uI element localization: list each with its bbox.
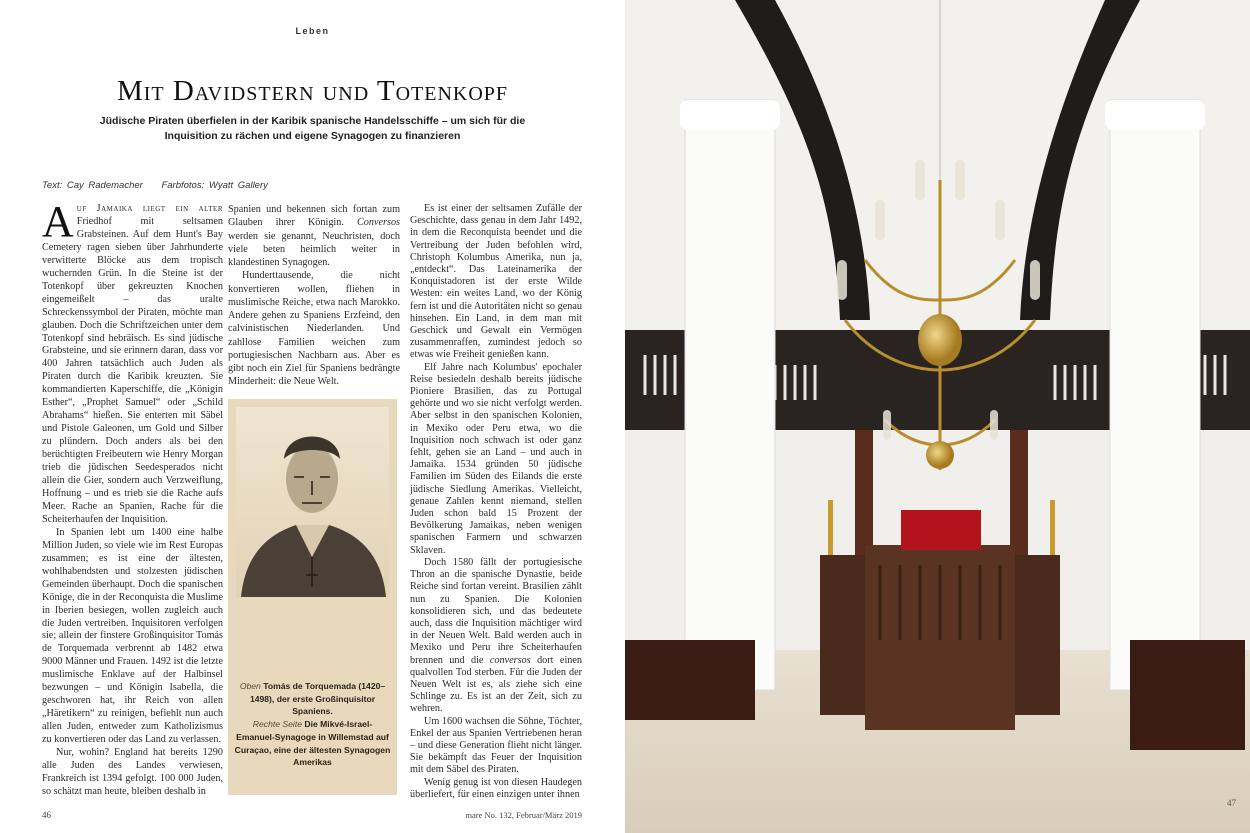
figure-caption bbox=[234, 680, 391, 769]
paragraph: Friedhof mit seltsamen Grabsteinen. Auf dem Hunt's Bay Cemetery ragen sieben über Jahrhunderte verwitterte Blöcke aus dem tropisch wuchernden Grün. In die Steine ist der Totenkopf über gekreuzten Knochen eingemeißelt – das uralte Schreckenssymbol der Piraten, möchte man glauben. Doch die Schriftzeichen unter dem Totenkopf sind hebräisch. Es sind jüdische Grabsteine, und sie erinnern daran, dass vor 400 Jahren tatsächlich auch Juden als Piraten durch die Karibik kreuzten. Sie kommandierten Kaperschiffe, die „Königin Esther“, „Prophet Samuel“ oder „Schild Abrahams“ hießen. Sie enterten mit Säbel und Pistole Galeonen, um Gold und Silber zu plündern. Doch anders als bei den berüchtigten Freibeutern wie Henry Morgan trieb die jüdischen Seedesperados nicht allein die Gier, sondern auch Verzweiflung, Hoffnung – und es trieb sie die Rache aufs Meer. Rache an Spanien, Rache für die Scheiterhaufen der Inquisition. bbox=[42, 215, 223, 525]
torquemada-portrait-image bbox=[236, 407, 389, 597]
emphasis: Conversos bbox=[356, 217, 400, 229]
page-number-left: 46 bbox=[42, 810, 51, 820]
caption-text: Tomás de Torquemada (1420–1498), der erste Großinquisitor Spaniens. bbox=[249, 681, 386, 717]
emphasis: conversos bbox=[489, 654, 531, 666]
paragraph: Nur, wohin? England hat bereits 1290 alle Juden des Landes verwiesen, Frankreich ist 1394 gefolgt. 100 000 Juden, so schätzt man heute, bleiben deshalb in bbox=[42, 747, 223, 797]
paragraph bbox=[228, 203, 400, 269]
text: Spanien und bekennen sich fortan zum Glauben ihrer Königin. bbox=[228, 204, 400, 229]
text: werden sie genannt, Neuchristen, doch viele beten heimlich weiter in klandestinen Synagogen. bbox=[228, 230, 400, 268]
photo-credit: Farbfotos: Wyatt Gallery bbox=[161, 180, 268, 191]
folio: mare No. 132, Februar/März 2019 bbox=[465, 810, 582, 820]
paragraph bbox=[410, 557, 582, 716]
text: dort einen qualvollen Tod sterben. Für die Juden der Neuen Welt ist es, als ziehe sich eine Schlinge zu. Es ist an der Zeit, sich zu wehren. bbox=[410, 654, 582, 715]
credits bbox=[42, 180, 282, 192]
section-label: Leben bbox=[295, 26, 330, 36]
synagogue-photo bbox=[625, 0, 1250, 833]
author-credit: Text: Cay Rademacher bbox=[42, 180, 143, 191]
caption-label: Oben bbox=[239, 681, 261, 692]
text-column-2 bbox=[228, 203, 400, 795]
article-title: Mit Davidstern und Totenkopf bbox=[116, 75, 509, 107]
paragraph: Elf Jahre nach Kolumbus' epochaler Reise besiedeln deshalb bereits jüdische Pioniere Brasilien, das zu Portugal gehörte und wo sie nicht verfolgt werden. Aber selbst in den spanischen Kolonien, in Mexiko oder Peru etwa, wo die Inquisition noch schwach ist oder ganz fehlt, gehen sie an Land – und auch in Jamaika. 1534 gründen 50 jüdische Familien im Süden des Eilands die erste jüdische Siedlung Amerikas. Vielleicht, genaue Zahlen kennt niemand, stellen Juden schon bald 15 Prozent der Bevölkerung Jamaikas, neben wenigen spanischen Farmern und schwarzen Sklaven. bbox=[410, 361, 582, 556]
paragraph: Wenig genug ist von diesen Haudegen überliefert, für einen einzigen unter ihnen bbox=[410, 776, 582, 800]
synagogue-interior-image bbox=[625, 0, 1250, 833]
paragraph: Es ist einer der seltsamen Zufälle der Geschichte, dass genau in dem Jahr 1492, in dem die Reconquista beendet und die Vertreibung der Juden befohlen wird, Christoph Kolumbus Amerika, nun ja, „entdeckt“. Das Lateinamerika der Konquistadoren ist der erste Wilde Westen: ein weites Land, wo der König fern ist und die Autoritäten nicht so genau hinsehen. Ein Land, in dem man mit Geschick und Gewalt ein Vermögen zusammenraffen, zumindest jedoch so etwas wie Freiheit genießen kann. bbox=[410, 203, 582, 361]
drop-cap: A bbox=[42, 197, 74, 246]
article-subtitle: Jüdische Piraten überfielen in der Karibik spanische Handelsschiffe – um sich für die Inquisition zu rächen und eigene Synagogen zu finanzieren bbox=[99, 115, 526, 142]
lead-paragraph bbox=[42, 197, 223, 527]
portrait-figure bbox=[228, 399, 397, 796]
text: Doch 1580 fällt der portugiesische Thron an die spanische Dynastie, beide Reiche sind fortan vereint. Brasilien zählt nun zu Spanien. Die Kolonien konsolidieren sich, und das bedeutete auch, dass die Inquisition mächtiger wird in der Neuen Welt. Bald werden auch in Mexiko und Peru ihre Scheiterhaufen brennen und die bbox=[410, 556, 582, 666]
caption-label: Rechte Seite bbox=[252, 719, 302, 730]
page-number-right: 47 bbox=[1227, 798, 1236, 808]
text-column-3 bbox=[410, 203, 582, 801]
text-column-1 bbox=[42, 197, 223, 799]
paragraph: In Spanien lebt um 1400 eine halbe Million Juden, so viele wie im Rest Europas zusammen; es ist eine der ältesten, wohlhabendsten und stolzesten jüdischen Gemeinden überhaupt. Doch die spanischen Könige, die in der Reconquista die Muslime in Iberien besiegen, wollen zugleich auch die Juden vertreiben. Inquisitoren verfolgen sie; allein der finstere Großinquisitor Tomás de Torquemada verbrennt ab 1482 etwa 9000 Männer und Frauen. 1492 ist die letzte muslimische Enklave auf der Halbinsel bezwungen – und Königin Isabella, die geschworen hat, ihr Reich von allen „Häretikern“ zu reinigen, befiehlt nun auch allen Juden, entweder zum Katholizismus zu konvertieren oder das Land zu verlassen. bbox=[42, 526, 223, 746]
paragraph: Hunderttausende, die nicht konvertieren wollen, fliehen in muslimische Reiche, etwa nach Marokko. Andere gehen zu Spaniens Erzfeind, den calvinistischen Niederlanden. Und zahllose Familien weichen zum portugiesischen Nachbarn aus. Aber es gibt noch ein Ziel für Spaniens bedrängte Minderheit: die Neue Welt. bbox=[228, 270, 400, 388]
caption-text: Die Mikvé-Israel-Emanuel-Synagoge in Willemstad auf Curaçao, eine der ältesten Synagogen Amerikas bbox=[234, 719, 391, 768]
lead-smallcaps: uf Jamaika liegt ein alter bbox=[76, 203, 223, 214]
column-2-text bbox=[228, 203, 400, 389]
paragraph: Um 1600 wachsen die Söhne, Töchter, Enkel der aus Spanien Vertriebenen heran – und diese Generation flieht nicht länger. Sie bekämpft das Feuer der Inquisition mit dem Säbel des Piraten. bbox=[410, 715, 582, 776]
